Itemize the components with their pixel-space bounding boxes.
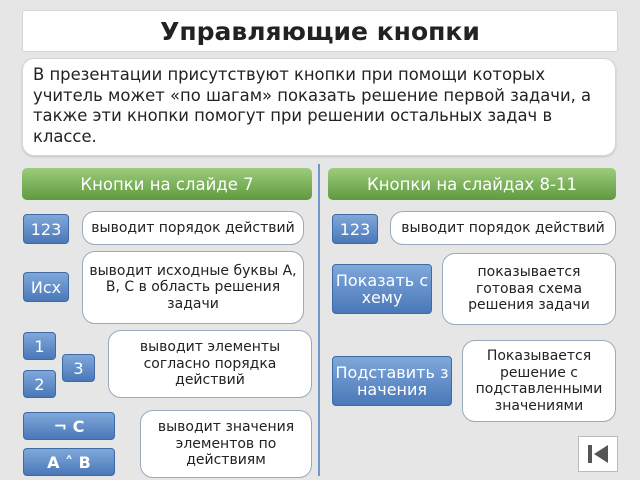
- substitute-values-button[interactable]: Подставить значения: [332, 356, 452, 406]
- scheme-note: показывается готовая схема решения задачи: [442, 253, 616, 325]
- order-button[interactable]: 123: [23, 214, 69, 244]
- step-2-button[interactable]: 2: [23, 370, 56, 398]
- solution-note: Показывается решение с подставленными значениями: [462, 340, 616, 422]
- a-and-b-button[interactable]: A ˄ B: [23, 448, 115, 476]
- not-c-button[interactable]: ¬ C: [23, 412, 115, 440]
- elements-note: выводит элементы согласно порядка действий: [108, 330, 312, 398]
- column-divider: [318, 164, 320, 476]
- page-title: Управляющие кнопки: [22, 10, 618, 52]
- source-letters-button[interactable]: Исх: [23, 272, 69, 302]
- order-note: выводит порядок действий: [82, 211, 304, 245]
- show-scheme-button[interactable]: Показать схему: [332, 264, 432, 314]
- first-slide-button[interactable]: [578, 436, 618, 472]
- left-column-header: Кнопки на слайде 7: [22, 168, 312, 200]
- right-column-header: Кнопки на слайдах 8-11: [328, 168, 616, 200]
- order-button-right[interactable]: 123: [332, 214, 378, 244]
- step-1-button[interactable]: 1: [23, 332, 56, 360]
- source-letters-note: выводит исходные буквы А, В, С в область решения задачи: [82, 251, 304, 324]
- description-text: В презентации присутствуют кнопки при помощи которых учитель может «по шагам» показать решение первой задачи, а также эти кнопки помогут при решении остальных задач в классе.: [22, 58, 616, 156]
- first-slide-icon: [584, 442, 612, 466]
- order-note-right: выводит порядок действий: [390, 211, 616, 245]
- values-note: выводит значения элементов по действиям: [140, 410, 312, 478]
- step-3-button[interactable]: 3: [62, 354, 95, 382]
